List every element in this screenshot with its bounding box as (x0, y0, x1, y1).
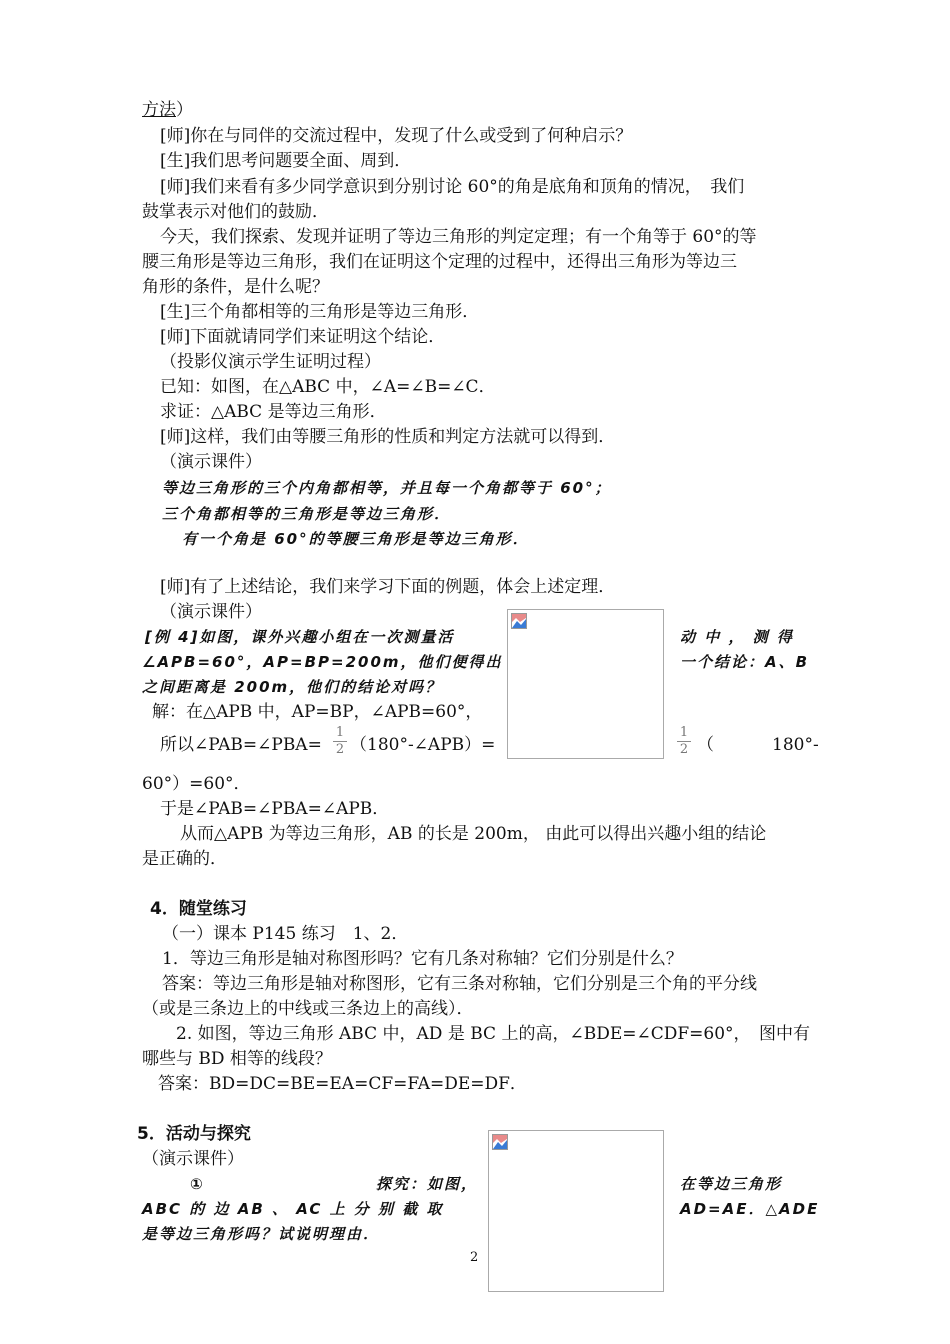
text-line: [生]三个角都相等的三角形是等边三角形． (160, 302, 480, 322)
fraction-denominator: 2 (679, 742, 689, 757)
text-fragment: ） (176, 100, 193, 120)
text-fragment: 所以∠PAB=∠PBA= (160, 735, 322, 755)
page-number: 2 (470, 1250, 479, 1265)
text-line: 60°）=60°． (142, 774, 251, 794)
text-line: [生]我们思考问题要全面、周到． (160, 151, 412, 171)
text-line (142, 98, 193, 122)
text-line: [师]我们来看有多少同学意识到分别讨论 60°的角是底角和顶角的情况， 我们 (160, 177, 745, 197)
text-line: 求证：△ABC 是等边三角形． (160, 402, 387, 422)
method-heading: 方法 (142, 100, 176, 120)
text-line: 角形的条件，是什么呢？ (142, 277, 329, 297)
fraction-denominator: 2 (335, 742, 345, 757)
text-line: 180°- (772, 735, 819, 755)
text-line: （演示课件） (142, 1149, 244, 1169)
text-line: （投影仪演示学生证明过程） (160, 352, 381, 372)
question-line: ① (190, 1175, 205, 1193)
figure-placeholder (507, 609, 664, 759)
text-line: 是正确的． (142, 849, 227, 869)
theorem-line: 等边三角形的三个内角都相等，并且每一个角都等于 60°； (162, 479, 612, 497)
question-line: 探究：如图， (376, 1175, 479, 1193)
text-line: [师]你在与同伴的交流过程中，发现了什么或受到了何种启示？ (160, 126, 633, 146)
section-heading: 5．活动与探究 (137, 1124, 251, 1144)
text-line: [师]有了上述结论，我们来学习下面的例题，体会上述定理． (160, 577, 616, 597)
text-line: 答案：BD=DC=BE=EA=CF=FA=DE=DF． (158, 1074, 527, 1094)
text-line: 哪些与 BD 相等的线段？ (142, 1049, 332, 1069)
text-line: 今天，我们探索、发现并证明了等边三角形的判定定理；有一个角等于 60°的等 (160, 227, 757, 247)
text-line: 解：在△APB 中，AP=BP，∠APB=60°， (152, 702, 483, 722)
text-line: （演示课件） (160, 602, 262, 622)
text-line (160, 733, 322, 757)
text-line: 1．等边三角形是轴对称图形吗？它有几条对称轴？它们分别是什么？ (162, 949, 683, 969)
question-line: 在等边三角形 (680, 1175, 783, 1193)
text-line: （180°-∠APB）= (350, 735, 496, 755)
text-line: 答案：等边三角形是轴对称图形，它有三条对称轴，它们分别是三个角的平分线 (162, 974, 757, 994)
text-line: 从而△APB 为等边三角形，AB 的长是 200m， 由此可以得出兴趣小组的结论 (180, 824, 767, 844)
example-line: 动 中 ， 测 得 (680, 628, 794, 646)
text-line: 鼓掌表示对他们的鼓励． (142, 202, 329, 222)
text-line: [师]下面就请同学们来证明这个结论． (160, 327, 446, 347)
fraction-half (677, 726, 691, 757)
example-line: ∠APB=60°，AP=BP=200m，他们便得出 (142, 653, 503, 671)
broken-image-icon (492, 1134, 508, 1150)
example-line: [例 4]如图，课外兴趣小组在一次测量活 (145, 628, 455, 646)
text-line: （或是三条边上的中线或三条边上的高线）． (142, 999, 474, 1019)
question-line: AD=AE．△ADE (680, 1200, 820, 1218)
theorem-line: 三个角都相等的三角形是等边三角形． (162, 505, 452, 523)
broken-image-icon (511, 613, 527, 629)
section-heading: 4．随堂练习 (150, 899, 247, 919)
example-line: 之间距离是 200m，他们的结论对吗？ (142, 678, 443, 696)
text-line: 腰三角形是等边三角形，我们在证明这个定理的过程中，还得出三角形为等边三 (142, 252, 737, 272)
question-line: ABC 的 边 AB 、 AC 上 分 别 截 取 (142, 1200, 444, 1218)
text-line: （演示课件） (160, 452, 262, 472)
text-line: [师]这样，我们由等腰三角形的性质和判定方法就可以得到． (160, 427, 616, 447)
text-line: （一）课本 P145 练习 1、2． (162, 924, 409, 944)
question-line: 是等边三角形吗？试说明理由． (142, 1225, 381, 1243)
text-line: （ (697, 735, 714, 755)
text-line: 2. 如图，等边三角形 ABC 中，AD 是 BC 上的高，∠BDE=∠CDF=60°， 图中有 (176, 1024, 811, 1044)
fraction-numerator: 1 (679, 725, 689, 740)
fraction-numerator: 1 (335, 725, 345, 740)
fraction-half (333, 726, 347, 757)
text-line: 已知：如图，在△ABC 中，∠A=∠B=∠C． (160, 377, 496, 397)
theorem-line: 有一个角是 60°的等腰三角形是等边三角形． (182, 530, 530, 548)
example-line: 一个结论：A、B (680, 653, 810, 671)
text-line: 于是∠PAB=∠PBA=∠APB． (160, 799, 390, 819)
figure-placeholder (488, 1130, 664, 1292)
